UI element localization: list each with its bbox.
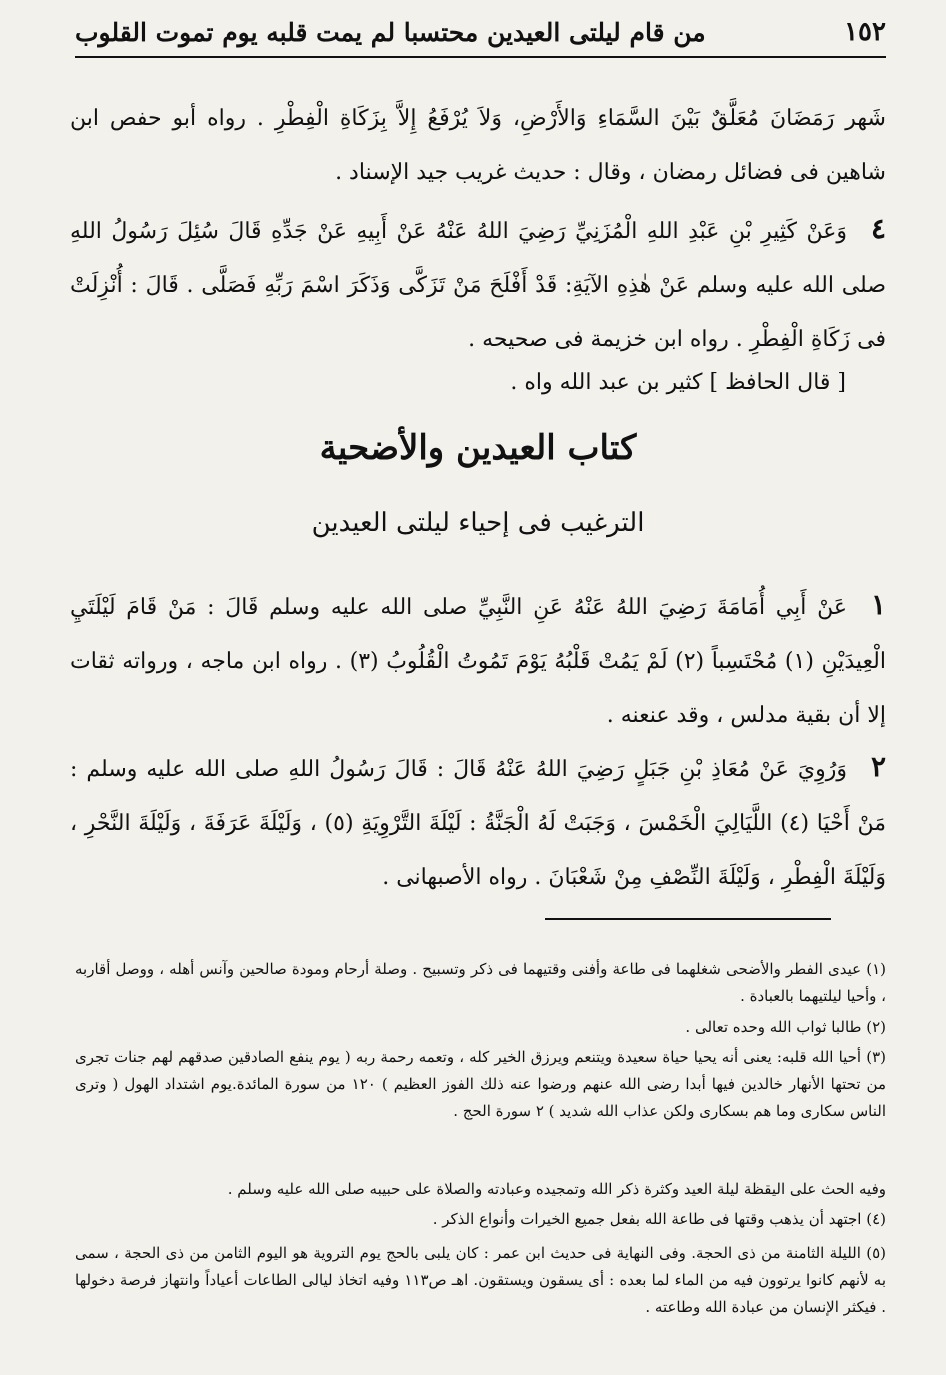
footnote-1: (١) عيدى الفطر والأضحى شغلهما فى طاعة وأفنى وقتيهما فى ذكر وتسبيح . وصلة أرحام ومودة صالحين وآنس أهله ، ووصل أقاربه ، وأحيا ليلتيهما بالعبادة . xyxy=(75,960,886,1005)
hadith-number: ٢ xyxy=(870,750,886,783)
header-rule xyxy=(75,56,886,58)
page-number: ١٥٢ xyxy=(844,17,886,47)
hafiz-note xyxy=(70,356,846,410)
hadith-text: عَنْ أَبِي أُمَامَةَ رَضِيَ اللهُ عَنْهُ عَنِ النَّبِيِّ صلى الله عليه وسلم قَالَ : مَنْ قَامَ لَيْلَتَيِ الْعِيدَيْنِ (١) مُحْتَسِباً (٢) لَمْ يَمُتْ قَلْبُهُ يَوْمَ تَمُوتُ الْقُلُوبُ (٣) . رواه ابن ماجه ، ورواته ثقات إلا أن بقية مدلس ، وقد عنعنه . xyxy=(70,595,886,728)
hadith-number: ١ xyxy=(870,588,886,621)
note-text: [ قال الحافظ ] كثير بن عبد الله واه . xyxy=(510,370,846,395)
section-title: الترغيب فى إحياء ليلتى العيدين xyxy=(311,508,645,538)
footnote-5: (٥) الليلة الثامنة من ذى الحجة. وفى النهاية فى حديث ابن عمر : كان يلبى بالحج يوم التروية هو اليوم الثامن من ذى الحجة ، سمى به لأنهم كانوا يرتوون فيه من الماء لما بعده : أى يسقون ويستقون. اهـ ص١١٣ وفيه اتخاذ ليالى الطاعات أعياداً وانتهاز فرصة دخولها . فيكثر الإنسان من عبادة الله وطاعته . xyxy=(75,1244,887,1316)
footnote-rule xyxy=(545,918,831,920)
hadith-text: وَعَنْ كَثِيرِ بْنِ عَبْدِ اللهِ الْمُزَنِيِّ رَضِيَ اللهُ عَنْهُ عَنْ أَبِيهِ عَنْ جَدِّهِ قَالَ سُئِلَ رَسُولُ اللهِ صلى الله عليه وسلم عَنْ هٰذِهِ الآيَةِ: قَدْ أَفْلَحَ مَنْ تَزَكَّى وَذَكَرَ اسْمَ رَبِّهِ فَصَلَّى . قَالَ : أُنْزِلَتْ فى زَكَاةِ الْفِطْرِ . رواه ابن خزيمة فى صحيحه . xyxy=(70,219,886,352)
hadith-number: ٤ xyxy=(870,212,886,245)
continuation-text: شَهر رَمَضَانَ مُعَلَّقٌ بَيْنَ السَّمَاءِ وَالأَرْضِ، وَلاَ يُرْفَعُ إِلاَّ بِزَكَاةِ الْفِطْرِ . رواه أبو حفص ابن شاهين فى فضائل رمضان ، وقال : حديث غريب جيد الإسناد . xyxy=(70,106,886,185)
book-title: كتاب العيدين والأضحية xyxy=(319,428,637,468)
hadith-4 xyxy=(70,202,886,367)
continuation-paragraph xyxy=(70,92,886,200)
hadith-text: وَرُوِيَ عَنْ مُعَاذِ بْنِ جَبَلٍ رَضِيَ اللهُ عَنْهُ قَالَ : قَالَ رَسُولُ اللهِ صلى الله عليه وسلم : مَنْ أَحْيَا (٤) اللَّيَالِيَ الْخَمْسَ ، وَجَبَتْ لَهُ الْجَنَّةُ : لَيْلَةَ التَّرْوِيَةِ (٥) ، وَلَيْلَةَ عَرَفَةَ ، وَلَيْلَةَ النَّحْرِ ، وَلَيْلَةَ الْفِطْرِ ، وَلَيْلَةَ النِّصْفِ مِنْ شَعْبَانَ . رواه الأصبهانى . xyxy=(70,757,887,890)
footnote-2: (٢) طالبا ثواب الله وحده تعالى . xyxy=(685,1018,886,1036)
footnote-4: (٤) اجتهد أن يذهب وقتها فى طاعة الله بفعل جميع الخيرات وأنواع الذكر . xyxy=(432,1210,886,1228)
footnote-3-addendum: وفيه الحث على اليقظة ليلة العيد وكثرة ذكر الله وتمجيده وعبادته والصلاة على حبيبه صلى الله عليه وسلم . xyxy=(227,1180,886,1198)
footnote-3: (٣) أحيا الله قلبه: يعنى أنه يحيا حياة سعيدة ويتنعم ويرزق الخير كله ، وتعمه رحمة ربه ( يوم ينفع الصادقين صدقهم لهم جنات تجرى من تحتها الأنهار خالدين فيها أبدا رضى الله عنهم ورضوا عنه ذلك الفوز العظيم ) ١٢٠ من سورة المائدة.يوم اشتداد الهول ( وترى الناس سكارى وما هم بسكارى ولكن عذاب الله شديد ) ٢ سورة الحج . xyxy=(75,1048,887,1120)
running-title: من قام ليلتى العيدين محتسبا لم يمت قلبه يوم تموت القلوب xyxy=(75,17,706,47)
hadith-1 xyxy=(70,578,886,743)
running-header xyxy=(75,8,886,56)
hadith-2 xyxy=(70,740,886,905)
